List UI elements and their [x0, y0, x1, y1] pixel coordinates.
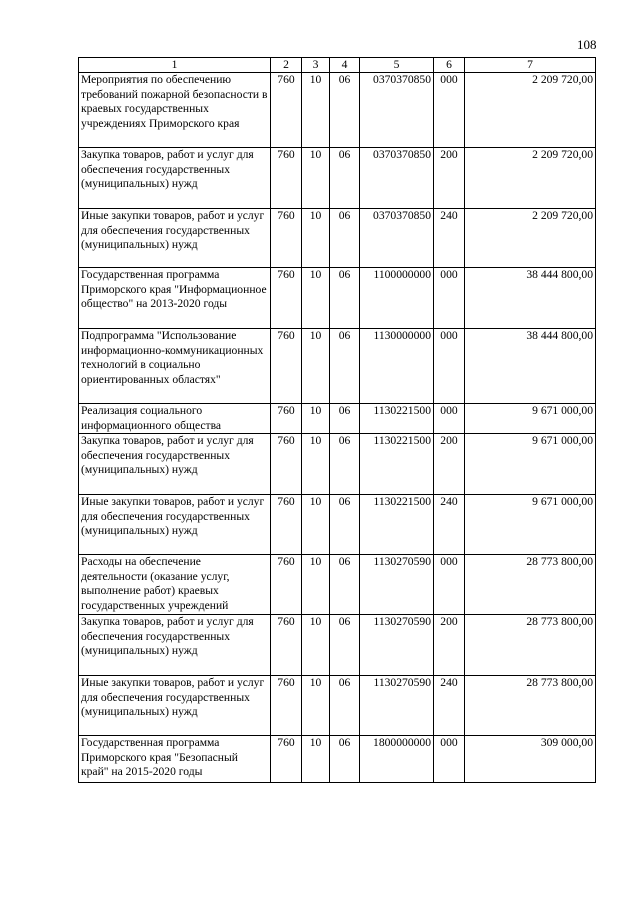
- row-expense-type: 000: [434, 736, 465, 783]
- row-amount: 9 671 000,00: [465, 434, 596, 495]
- row-subsection: 06: [330, 73, 360, 148]
- row-expense-type: 240: [434, 495, 465, 555]
- row-name: Иные закупки товаров, работ и услуг для обеспечения государственных (муниципальных) нужд: [79, 495, 271, 555]
- row-section: 10: [302, 209, 330, 268]
- table-row: [79, 73, 596, 148]
- row-subsection: 06: [330, 268, 360, 329]
- row-ministry: 760: [271, 434, 302, 495]
- row-subsection: 06: [330, 495, 360, 555]
- table-row: [79, 615, 596, 676]
- row-target-article: 1130270590: [360, 676, 434, 736]
- row-target-article: 1100000000: [360, 268, 434, 329]
- column-header: 3: [302, 58, 330, 73]
- row-target-article: 1130221500: [360, 495, 434, 555]
- table-row: [79, 209, 596, 268]
- row-section: 10: [302, 615, 330, 676]
- table-row: [79, 555, 596, 615]
- row-ministry: 760: [271, 148, 302, 209]
- row-target-article: 1130270590: [360, 615, 434, 676]
- row-amount: 28 773 800,00: [465, 676, 596, 736]
- table-row: [79, 495, 596, 555]
- row-target-article: 1130221500: [360, 404, 434, 434]
- row-ministry: 760: [271, 268, 302, 329]
- column-header: 6: [434, 58, 465, 73]
- row-expense-type: 000: [434, 555, 465, 615]
- row-section: 10: [302, 404, 330, 434]
- row-target-article: 1130000000: [360, 329, 434, 404]
- row-expense-type: 000: [434, 404, 465, 434]
- row-section: 10: [302, 555, 330, 615]
- row-amount: 38 444 800,00: [465, 268, 596, 329]
- row-ministry: 760: [271, 736, 302, 783]
- row-target-article: 0370370850: [360, 148, 434, 209]
- row-amount: 28 773 800,00: [465, 555, 596, 615]
- row-ministry: 760: [271, 615, 302, 676]
- row-expense-type: 240: [434, 209, 465, 268]
- page-number: 108: [577, 37, 597, 52]
- row-target-article: 1800000000: [360, 736, 434, 783]
- row-ministry: 760: [271, 73, 302, 148]
- row-subsection: 06: [330, 615, 360, 676]
- row-name: Закупка товаров, работ и услуг для обеспечения государственных (муниципальных) нужд: [79, 615, 271, 676]
- row-subsection: 06: [330, 736, 360, 783]
- row-name: Реализация социального информационного общества: [79, 404, 271, 434]
- row-name: Подпрограмма "Использование информационно-коммуникационных технологий в социально ориентированных областях": [79, 329, 271, 404]
- row-amount: 38 444 800,00: [465, 329, 596, 404]
- row-amount: 28 773 800,00: [465, 615, 596, 676]
- row-expense-type: 200: [434, 434, 465, 495]
- column-header: 2: [271, 58, 302, 73]
- row-expense-type: 240: [434, 676, 465, 736]
- row-subsection: 06: [330, 555, 360, 615]
- table-row: [79, 434, 596, 495]
- table-row: [79, 676, 596, 736]
- row-section: 10: [302, 148, 330, 209]
- row-amount: 309 000,00: [465, 736, 596, 783]
- header-row: [79, 58, 596, 73]
- row-expense-type: 000: [434, 73, 465, 148]
- row-name: Расходы на обеспечение деятельности (оказание услуг, выполнение работ) краевых государственных учреждений: [79, 555, 271, 615]
- row-subsection: 06: [330, 148, 360, 209]
- row-section: 10: [302, 736, 330, 783]
- row-name: Закупка товаров, работ и услуг для обеспечения государственных (муниципальных) нужд: [79, 148, 271, 209]
- row-amount: 9 671 000,00: [465, 404, 596, 434]
- row-target-article: 0370370850: [360, 209, 434, 268]
- row-subsection: 06: [330, 676, 360, 736]
- row-ministry: 760: [271, 209, 302, 268]
- row-section: 10: [302, 73, 330, 148]
- column-header: 5: [360, 58, 434, 73]
- table-row: [79, 404, 596, 434]
- row-ministry: 760: [271, 495, 302, 555]
- column-header: 1: [79, 58, 271, 73]
- row-target-article: 1130221500: [360, 434, 434, 495]
- row-ministry: 760: [271, 404, 302, 434]
- row-ministry: 760: [271, 676, 302, 736]
- row-expense-type: 200: [434, 615, 465, 676]
- row-name: Иные закупки товаров, работ и услуг для обеспечения государственных (муниципальных) нужд: [79, 676, 271, 736]
- row-subsection: 06: [330, 209, 360, 268]
- table-row: [79, 736, 596, 783]
- budget-table: [78, 57, 596, 783]
- row-ministry: 760: [271, 329, 302, 404]
- table-row: [79, 148, 596, 209]
- row-amount: 2 209 720,00: [465, 148, 596, 209]
- row-amount: 2 209 720,00: [465, 73, 596, 148]
- row-ministry: 760: [271, 555, 302, 615]
- row-expense-type: 000: [434, 268, 465, 329]
- column-header: 7: [465, 58, 596, 73]
- row-name: Закупка товаров, работ и услуг для обеспечения государственных (муниципальных) нужд: [79, 434, 271, 495]
- row-section: 10: [302, 676, 330, 736]
- row-expense-type: 200: [434, 148, 465, 209]
- row-subsection: 06: [330, 329, 360, 404]
- column-header: 4: [330, 58, 360, 73]
- row-subsection: 06: [330, 404, 360, 434]
- row-name: Иные закупки товаров, работ и услуг для обеспечения государственных (муниципальных) нужд: [79, 209, 271, 268]
- row-section: 10: [302, 268, 330, 329]
- row-target-article: 0370370850: [360, 73, 434, 148]
- row-target-article: 1130270590: [360, 555, 434, 615]
- row-amount: 2 209 720,00: [465, 209, 596, 268]
- row-name: Государственная программа Приморского края "Информационное общество" на 2013-2020 годы: [79, 268, 271, 329]
- row-section: 10: [302, 329, 330, 404]
- row-section: 10: [302, 434, 330, 495]
- row-name: Мероприятия по обеспечению требований пожарной безопасности в краевых государственных учреждениях Приморского края: [79, 73, 271, 148]
- table-row: [79, 329, 596, 404]
- row-section: 10: [302, 495, 330, 555]
- row-amount: 9 671 000,00: [465, 495, 596, 555]
- row-name: Государственная программа Приморского края "Безопасный край" на 2015-2020 годы: [79, 736, 271, 783]
- table-row: [79, 268, 596, 329]
- row-expense-type: 000: [434, 329, 465, 404]
- row-subsection: 06: [330, 434, 360, 495]
